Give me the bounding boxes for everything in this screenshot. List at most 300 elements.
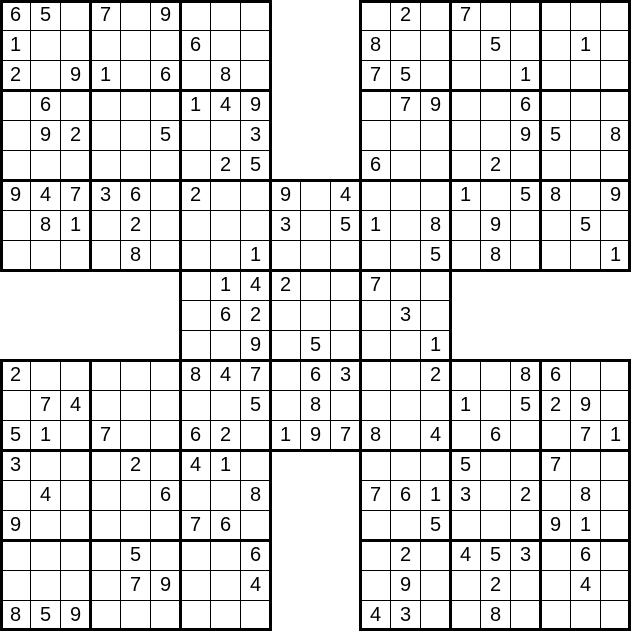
cell[interactable] — [570, 120, 601, 151]
cell[interactable] — [570, 60, 601, 91]
cell[interactable] — [540, 390, 571, 421]
cell[interactable] — [240, 420, 271, 451]
cell[interactable] — [30, 30, 61, 61]
cell[interactable] — [0, 120, 31, 151]
cell[interactable] — [570, 570, 601, 601]
cell[interactable] — [0, 240, 31, 271]
cell[interactable] — [240, 300, 271, 331]
cell[interactable] — [420, 540, 451, 571]
cell[interactable] — [180, 240, 211, 271]
cell[interactable] — [600, 570, 631, 601]
cell[interactable] — [210, 30, 241, 61]
cell[interactable] — [60, 180, 91, 211]
cell[interactable] — [90, 390, 121, 421]
cell[interactable] — [450, 180, 481, 211]
cell[interactable] — [150, 600, 181, 631]
cell[interactable] — [30, 60, 61, 91]
cell[interactable] — [240, 120, 271, 151]
cell[interactable] — [420, 210, 451, 241]
cell[interactable] — [30, 510, 61, 541]
cell[interactable] — [600, 390, 631, 421]
cell[interactable] — [330, 300, 361, 331]
cell[interactable] — [120, 390, 151, 421]
cell[interactable] — [90, 180, 121, 211]
cell[interactable] — [150, 180, 181, 211]
cell[interactable] — [480, 30, 511, 61]
cell[interactable] — [180, 180, 211, 211]
cell[interactable] — [150, 30, 181, 61]
cell[interactable] — [510, 360, 541, 391]
cell[interactable] — [240, 60, 271, 91]
cell[interactable] — [360, 600, 391, 631]
cell[interactable] — [510, 90, 541, 121]
cell[interactable] — [240, 570, 271, 601]
cell[interactable] — [90, 60, 121, 91]
cell[interactable] — [240, 30, 271, 61]
cell[interactable] — [540, 150, 571, 181]
cell[interactable] — [480, 480, 511, 511]
cell[interactable] — [450, 540, 481, 571]
cell[interactable] — [510, 150, 541, 181]
cell[interactable] — [90, 240, 121, 271]
cell[interactable] — [90, 30, 121, 61]
cell[interactable] — [360, 450, 391, 481]
cell[interactable] — [540, 240, 571, 271]
cell[interactable] — [360, 90, 391, 121]
cell[interactable] — [30, 450, 61, 481]
cell[interactable] — [390, 150, 421, 181]
cell[interactable] — [510, 240, 541, 271]
cell[interactable] — [300, 270, 331, 301]
cell[interactable] — [570, 420, 601, 451]
cell[interactable] — [180, 390, 211, 421]
cell[interactable] — [480, 150, 511, 181]
cell[interactable] — [90, 360, 121, 391]
cell[interactable] — [450, 420, 481, 451]
cell[interactable] — [360, 480, 391, 511]
cell[interactable] — [60, 150, 91, 181]
cell[interactable] — [480, 570, 511, 601]
cell[interactable] — [390, 390, 421, 421]
cell[interactable] — [510, 210, 541, 241]
cell[interactable] — [600, 120, 631, 151]
cell[interactable] — [210, 600, 241, 631]
cell[interactable] — [150, 570, 181, 601]
cell[interactable] — [30, 0, 61, 31]
cell[interactable] — [210, 120, 241, 151]
cell[interactable] — [120, 420, 151, 451]
cell[interactable] — [0, 510, 31, 541]
cell[interactable] — [90, 210, 121, 241]
cell[interactable] — [540, 90, 571, 121]
cell[interactable] — [60, 450, 91, 481]
cell[interactable] — [120, 540, 151, 571]
cell[interactable] — [180, 510, 211, 541]
cell[interactable] — [240, 240, 271, 271]
cell[interactable] — [330, 330, 361, 361]
cell[interactable] — [450, 210, 481, 241]
cell[interactable] — [570, 390, 601, 421]
cell[interactable] — [360, 300, 391, 331]
cell[interactable] — [600, 600, 631, 631]
cell[interactable] — [60, 420, 91, 451]
cell[interactable] — [360, 540, 391, 571]
cell[interactable] — [120, 150, 151, 181]
cell[interactable] — [120, 570, 151, 601]
cell[interactable] — [600, 0, 631, 31]
cell[interactable] — [390, 180, 421, 211]
cell[interactable] — [360, 0, 391, 31]
cell[interactable] — [60, 480, 91, 511]
cell[interactable] — [60, 30, 91, 61]
cell[interactable] — [0, 60, 31, 91]
cell[interactable] — [180, 450, 211, 481]
cell[interactable] — [600, 60, 631, 91]
cell[interactable] — [60, 540, 91, 571]
cell[interactable] — [210, 300, 241, 331]
cell[interactable] — [210, 240, 241, 271]
cell[interactable] — [480, 450, 511, 481]
cell[interactable] — [60, 210, 91, 241]
cell[interactable] — [120, 210, 151, 241]
cell[interactable] — [300, 210, 331, 241]
cell[interactable] — [540, 600, 571, 631]
cell[interactable] — [210, 390, 241, 421]
cell[interactable] — [570, 540, 601, 571]
cell[interactable] — [450, 240, 481, 271]
cell[interactable] — [30, 120, 61, 151]
cell[interactable] — [510, 120, 541, 151]
cell[interactable] — [30, 210, 61, 241]
cell[interactable] — [90, 510, 121, 541]
cell[interactable] — [420, 60, 451, 91]
cell[interactable] — [420, 390, 451, 421]
cell[interactable] — [420, 240, 451, 271]
cell[interactable] — [420, 90, 451, 121]
cell[interactable] — [180, 540, 211, 571]
cell[interactable] — [390, 450, 421, 481]
cell[interactable] — [0, 390, 31, 421]
cell[interactable] — [120, 450, 151, 481]
cell[interactable] — [300, 360, 331, 391]
cell[interactable] — [120, 30, 151, 61]
cell[interactable] — [150, 360, 181, 391]
cell[interactable] — [570, 30, 601, 61]
cell[interactable] — [600, 420, 631, 451]
cell[interactable] — [390, 330, 421, 361]
cell[interactable] — [90, 0, 121, 31]
cell[interactable] — [450, 390, 481, 421]
cell[interactable] — [540, 450, 571, 481]
cell[interactable] — [570, 600, 601, 631]
cell[interactable] — [360, 570, 391, 601]
cell[interactable] — [180, 420, 211, 451]
cell[interactable] — [390, 570, 421, 601]
cell[interactable] — [360, 420, 391, 451]
cell[interactable] — [360, 150, 391, 181]
cell[interactable] — [420, 570, 451, 601]
cell[interactable] — [450, 150, 481, 181]
cell[interactable] — [450, 480, 481, 511]
cell[interactable] — [360, 180, 391, 211]
cell[interactable] — [480, 360, 511, 391]
cell[interactable] — [30, 240, 61, 271]
cell[interactable] — [390, 480, 421, 511]
cell[interactable] — [510, 390, 541, 421]
cell[interactable] — [420, 30, 451, 61]
cell[interactable] — [240, 90, 271, 121]
cell[interactable] — [570, 210, 601, 241]
cell[interactable] — [150, 210, 181, 241]
cell[interactable] — [90, 600, 121, 631]
cell[interactable] — [240, 270, 271, 301]
cell[interactable] — [390, 240, 421, 271]
cell[interactable] — [30, 420, 61, 451]
cell[interactable] — [450, 60, 481, 91]
cell[interactable] — [510, 450, 541, 481]
cell[interactable] — [510, 30, 541, 61]
cell[interactable] — [120, 0, 151, 31]
cell[interactable] — [300, 300, 331, 331]
cell[interactable] — [180, 210, 211, 241]
cell[interactable] — [480, 240, 511, 271]
cell[interactable] — [210, 60, 241, 91]
cell[interactable] — [180, 60, 211, 91]
cell[interactable] — [540, 60, 571, 91]
cell[interactable] — [330, 420, 361, 451]
cell[interactable] — [120, 90, 151, 121]
cell[interactable] — [600, 360, 631, 391]
cell[interactable] — [600, 480, 631, 511]
cell[interactable] — [480, 390, 511, 421]
cell[interactable] — [420, 150, 451, 181]
cell[interactable] — [180, 120, 211, 151]
cell[interactable] — [300, 330, 331, 361]
cell[interactable] — [0, 180, 31, 211]
cell[interactable] — [540, 420, 571, 451]
cell[interactable] — [180, 90, 211, 121]
cell[interactable] — [540, 540, 571, 571]
cell[interactable] — [480, 0, 511, 31]
cell[interactable] — [30, 480, 61, 511]
cell[interactable] — [600, 510, 631, 541]
cell[interactable] — [0, 150, 31, 181]
cell[interactable] — [360, 210, 391, 241]
cell[interactable] — [330, 270, 361, 301]
cell[interactable] — [210, 90, 241, 121]
cell[interactable] — [420, 0, 451, 31]
cell[interactable] — [510, 480, 541, 511]
cell[interactable] — [360, 510, 391, 541]
cell[interactable] — [600, 450, 631, 481]
cell[interactable] — [210, 450, 241, 481]
cell[interactable] — [60, 0, 91, 31]
cell[interactable] — [60, 360, 91, 391]
cell[interactable] — [300, 420, 331, 451]
cell[interactable] — [60, 120, 91, 151]
cell[interactable] — [120, 60, 151, 91]
cell[interactable] — [60, 510, 91, 541]
cell[interactable] — [450, 450, 481, 481]
cell[interactable] — [150, 240, 181, 271]
cell[interactable] — [420, 450, 451, 481]
cell[interactable] — [510, 420, 541, 451]
cell[interactable] — [180, 300, 211, 331]
cell[interactable] — [420, 180, 451, 211]
cell[interactable] — [360, 330, 391, 361]
cell[interactable] — [570, 480, 601, 511]
cell[interactable] — [540, 0, 571, 31]
cell[interactable] — [600, 150, 631, 181]
cell[interactable] — [360, 120, 391, 151]
cell[interactable] — [330, 210, 361, 241]
cell[interactable] — [210, 540, 241, 571]
cell[interactable] — [60, 240, 91, 271]
cell[interactable] — [90, 150, 121, 181]
cell[interactable] — [120, 600, 151, 631]
cell[interactable] — [0, 480, 31, 511]
cell[interactable] — [480, 600, 511, 631]
cell[interactable] — [600, 90, 631, 121]
cell[interactable] — [270, 240, 301, 271]
cell[interactable] — [60, 570, 91, 601]
cell[interactable] — [210, 570, 241, 601]
cell[interactable] — [30, 390, 61, 421]
cell[interactable] — [60, 90, 91, 121]
cell[interactable] — [390, 120, 421, 151]
cell[interactable] — [420, 120, 451, 151]
cell[interactable] — [480, 210, 511, 241]
cell[interactable] — [0, 210, 31, 241]
cell[interactable] — [240, 390, 271, 421]
cell[interactable] — [240, 150, 271, 181]
cell[interactable] — [390, 600, 421, 631]
cell[interactable] — [180, 330, 211, 361]
cell[interactable] — [210, 150, 241, 181]
cell[interactable] — [150, 510, 181, 541]
cell[interactable] — [0, 30, 31, 61]
cell[interactable] — [270, 270, 301, 301]
cell[interactable] — [570, 450, 601, 481]
cell[interactable] — [90, 450, 121, 481]
cell[interactable] — [30, 360, 61, 391]
cell[interactable] — [240, 450, 271, 481]
cell[interactable] — [240, 330, 271, 361]
cell[interactable] — [150, 480, 181, 511]
cell[interactable] — [360, 390, 391, 421]
cell[interactable] — [420, 270, 451, 301]
cell[interactable] — [300, 180, 331, 211]
cell[interactable] — [270, 210, 301, 241]
cell[interactable] — [240, 180, 271, 211]
cell[interactable] — [420, 480, 451, 511]
cell[interactable] — [420, 360, 451, 391]
cell[interactable] — [210, 480, 241, 511]
cell[interactable] — [180, 570, 211, 601]
cell[interactable] — [270, 300, 301, 331]
cell[interactable] — [450, 600, 481, 631]
cell[interactable] — [540, 360, 571, 391]
cell[interactable] — [570, 180, 601, 211]
cell[interactable] — [600, 180, 631, 211]
cell[interactable] — [600, 210, 631, 241]
cell[interactable] — [570, 240, 601, 271]
cell[interactable] — [540, 210, 571, 241]
cell[interactable] — [480, 60, 511, 91]
cell[interactable] — [30, 180, 61, 211]
cell[interactable] — [120, 120, 151, 151]
cell[interactable] — [180, 0, 211, 31]
cell[interactable] — [210, 180, 241, 211]
cell[interactable] — [420, 420, 451, 451]
cell[interactable] — [180, 270, 211, 301]
cell[interactable] — [510, 600, 541, 631]
cell[interactable] — [150, 150, 181, 181]
cell[interactable] — [390, 270, 421, 301]
cell[interactable] — [60, 390, 91, 421]
cell[interactable] — [270, 330, 301, 361]
cell[interactable] — [210, 0, 241, 31]
cell[interactable] — [570, 510, 601, 541]
cell[interactable] — [360, 360, 391, 391]
cell[interactable] — [390, 90, 421, 121]
cell[interactable] — [480, 420, 511, 451]
cell[interactable] — [150, 0, 181, 31]
cell[interactable] — [480, 120, 511, 151]
cell[interactable] — [420, 330, 451, 361]
cell[interactable] — [240, 210, 271, 241]
cell[interactable] — [360, 60, 391, 91]
cell[interactable] — [600, 540, 631, 571]
cell[interactable] — [570, 0, 601, 31]
cell[interactable] — [240, 480, 271, 511]
cell[interactable] — [120, 360, 151, 391]
cell[interactable] — [240, 540, 271, 571]
cell[interactable] — [330, 360, 361, 391]
cell[interactable] — [540, 120, 571, 151]
cell[interactable] — [540, 480, 571, 511]
cell[interactable] — [30, 150, 61, 181]
cell[interactable] — [240, 600, 271, 631]
cell[interactable] — [450, 0, 481, 31]
cell[interactable] — [390, 420, 421, 451]
cell[interactable] — [480, 540, 511, 571]
cell[interactable] — [300, 240, 331, 271]
cell[interactable] — [0, 0, 31, 31]
cell[interactable] — [120, 180, 151, 211]
cell[interactable] — [240, 510, 271, 541]
cell[interactable] — [450, 360, 481, 391]
cell[interactable] — [0, 450, 31, 481]
cell[interactable] — [540, 30, 571, 61]
cell[interactable] — [180, 600, 211, 631]
cell[interactable] — [270, 360, 301, 391]
cell[interactable] — [30, 570, 61, 601]
cell[interactable] — [210, 510, 241, 541]
cell[interactable] — [90, 120, 121, 151]
cell[interactable] — [450, 90, 481, 121]
cell[interactable] — [270, 420, 301, 451]
cell[interactable] — [570, 150, 601, 181]
cell[interactable] — [0, 570, 31, 601]
cell[interactable] — [240, 0, 271, 31]
cell[interactable] — [450, 510, 481, 541]
cell[interactable] — [510, 570, 541, 601]
cell[interactable] — [450, 570, 481, 601]
cell[interactable] — [540, 510, 571, 541]
cell[interactable] — [390, 300, 421, 331]
cell[interactable] — [240, 360, 271, 391]
